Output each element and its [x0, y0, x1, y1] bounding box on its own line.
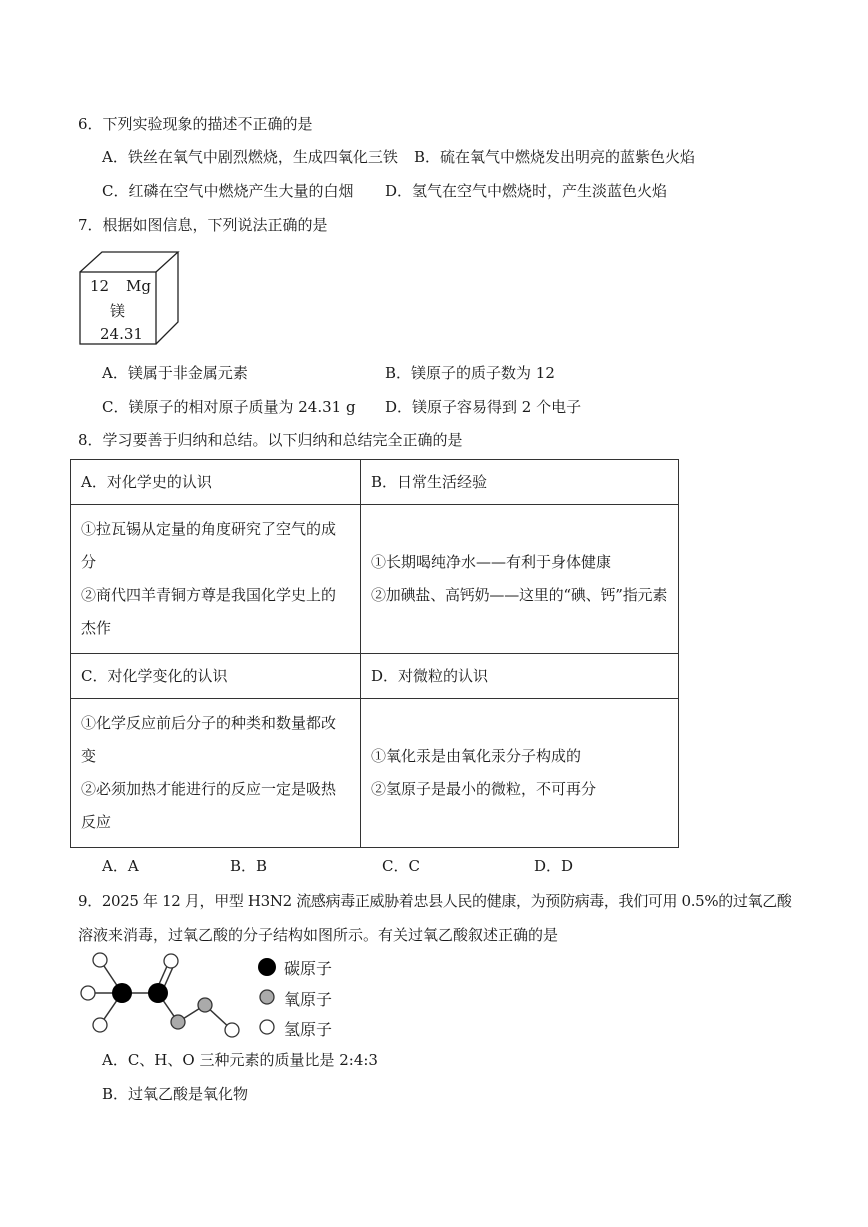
cell-c-line: ②必须加热才能进行的反应一定是吸热: [81, 780, 337, 798]
carbon-legend-icon: [258, 958, 276, 976]
atomic-mass: 24.31: [100, 325, 143, 343]
q8-option-c: C．C: [382, 857, 420, 875]
table-head-a: A．对化学史的认识: [71, 460, 361, 505]
q6-option-c: C．红磷在空气中燃烧产生大量的白烟: [102, 182, 354, 200]
question-8-stem: 8．学习要善于归纳和总结。以下归纳和总结完全正确的是: [78, 431, 463, 449]
oxygen-atom-icon: [171, 1015, 185, 1029]
q9-option-a: A．C、H、O 三种元素的质量比是 2:4:3: [102, 1051, 378, 1069]
molecule-diagram: [70, 948, 250, 1040]
element-symbol: Mg: [126, 277, 151, 295]
legend-symbols: [256, 956, 278, 1038]
cell-c-line: 变: [81, 747, 97, 765]
cell-c-line: ①化学反应前后分子的种类和数量都改: [81, 714, 337, 732]
cell-a-line: ①拉瓦锡从定量的角度研究了空气的成: [81, 520, 337, 538]
q7-option-b: B．镁原子的质子数为 12: [385, 364, 555, 382]
cell-d-line: ②氢原子是最小的微粒，不可再分: [371, 780, 597, 798]
q6-option-b: B．硫在氧气中燃烧发出明亮的蓝紫色火焰: [414, 148, 696, 166]
legend-oxygen-label: 氧原子: [284, 990, 333, 1009]
cell-a-line: ②商代四羊青铜方尊是我国化学史上的: [81, 586, 337, 604]
question-6-stem: 6．下列实验现象的描述不正确的是: [78, 115, 313, 133]
q6-option-a: A．铁丝在氧气中剧烈燃烧，生成四氧化三铁: [102, 148, 398, 166]
atomic-number: 12: [90, 277, 110, 295]
cell-b-line: ②加碘盐、高钙奶——这里的“碘、钙”指元素: [371, 586, 668, 604]
oxygen-legend-icon: [260, 990, 274, 1004]
cell-a-line: 杰作: [81, 619, 112, 637]
carbon-atom-icon: [112, 983, 132, 1003]
carbon-atom-icon: [148, 983, 168, 1003]
cell-a-line: 分: [81, 553, 97, 571]
table-head-d: D．对微粒的认识: [361, 654, 679, 699]
oxygen-atom-icon: [198, 998, 212, 1012]
question-9-stem-line-2: 溶液来消毒，过氧乙酸的分子结构如图所示。有关过氧乙酸叙述正确的是: [78, 926, 559, 944]
q9-option-b: B．过氧乙酸是氧化物: [102, 1085, 249, 1103]
hydrogen-atom-icon: [81, 986, 95, 1000]
hydrogen-atom-icon: [93, 1018, 107, 1032]
question-7-stem: 7．根据如图信息，下列说法正确的是: [78, 216, 328, 234]
q6-option-d: D．氢气在空气中燃烧时，产生淡蓝色火焰: [385, 182, 668, 200]
q7-option-a: A．镁属于非金属元素: [102, 364, 248, 382]
table-cell-c: [71, 699, 361, 848]
table-head-b: B．日常生活经验: [361, 460, 679, 505]
element-tile-magnesium: [78, 250, 180, 346]
element-name: 镁: [110, 302, 126, 320]
q8-option-a: A．A: [102, 857, 139, 875]
table-cell-a: [71, 505, 361, 654]
hydrogen-atom-icon: [93, 953, 107, 967]
table-head-c: C．对化学变化的认识: [71, 654, 361, 699]
legend-hydrogen-label: 氢原子: [284, 1020, 333, 1039]
table-cell-d: [361, 699, 679, 848]
q8-option-d: D．D: [534, 857, 574, 875]
summary-table: [70, 459, 679, 848]
cell-d-line: ①氧化汞是由氧化汞分子构成的: [371, 747, 582, 765]
hydrogen-atom-icon: [225, 1023, 239, 1037]
hydrogen-legend-icon: [260, 1020, 274, 1034]
table-cell-b: [361, 505, 679, 654]
oxygen-atom-icon: [164, 954, 178, 968]
legend-carbon-label: 碳原子: [284, 959, 333, 978]
q7-option-c: C．镁原子的相对原子质量为 24.31 g: [102, 398, 356, 416]
cell-c-line: 反应: [81, 813, 112, 831]
q7-option-d: D．镁原子容易得到 2 个电子: [385, 398, 582, 416]
cell-b-line: ①长期喝纯净水——有利于身体健康: [371, 553, 612, 571]
q8-option-b: B．B: [230, 857, 268, 875]
question-9-stem-line-1: 9．2025 年 12 月，甲型 H3N2 流感病毒正威胁着忠县人民的健康，为预防病毒，我们可用 0.5%的过氧乙酸: [78, 892, 792, 910]
